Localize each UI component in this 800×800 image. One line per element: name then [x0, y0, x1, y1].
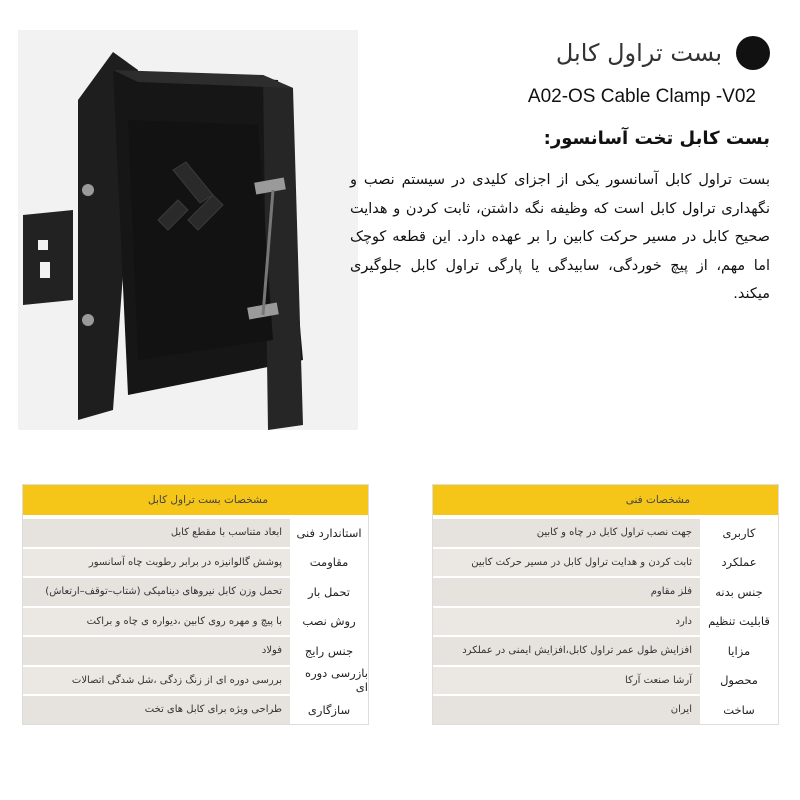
table-row [23, 637, 368, 665]
row-key: تحمل بار [290, 578, 368, 606]
table-row [433, 637, 778, 665]
table-row [23, 578, 368, 606]
row-value: ابعاد متناسب با مقطع کابل [23, 519, 290, 547]
row-key: سازگاری [290, 696, 368, 724]
table-row [433, 578, 778, 606]
table-header: مشخصات بست تراول کابل [23, 485, 368, 517]
row-value: ثابت کردن و هدایت تراول کابل در مسیر حرکت کابین [433, 549, 700, 577]
row-key: استاندارد فنی [290, 519, 368, 547]
technical-spec-table [432, 484, 779, 725]
table-row [23, 519, 368, 547]
row-key: مزایا [700, 637, 778, 665]
row-key: قابلیت تنظیم [700, 608, 778, 636]
row-value: افزایش طول عمر تراول کابل،افزایش ایمنی در عملکرد [433, 637, 700, 665]
product-title: بست تراول کابل [555, 39, 722, 67]
bullet-icon [736, 36, 770, 70]
table-row [23, 608, 368, 636]
table-row [23, 696, 368, 724]
table-row [433, 549, 778, 577]
row-key: بازرسی دوره ای [290, 667, 368, 695]
product-description: بست تراول کابل آسانسور یکی از اجزای کلیدی در سیستم نصب و نگهداری تراول کابل است که وظیفه نگه داشتن، ثابت کردن و هدایت صحیح کابل در مسیر حرکت کابین را بر عهده دارد. این قطعه کوچک اما مهم، از پیچ خوردگی، سابیدگی یا پارگی تراول کابل جلوگیری میکند. [350, 172, 770, 302]
row-value: طراحی ویژه برای کابل های تخت [23, 696, 290, 724]
section-heading: بست کابل تخت آسانسور: [543, 128, 770, 149]
table-header: مشخصات فنی [433, 485, 778, 517]
row-value: آرشا صنعت آرکا [433, 667, 700, 695]
row-key: کاربری [700, 519, 778, 547]
row-key: عملکرد [700, 549, 778, 577]
row-value: ایران [433, 696, 700, 724]
row-key: روش نصب [290, 608, 368, 636]
row-key: ساخت [700, 696, 778, 724]
product-title-row [556, 36, 770, 70]
product-image [18, 30, 358, 430]
row-value: بررسی دوره ای از زنگ زدگی ،شل شدگی اتصالات [23, 667, 290, 695]
product-model: A02-OS Cable Clamp -V02 [527, 86, 756, 107]
table-row [433, 608, 778, 636]
row-value: فلز مقاوم [433, 578, 700, 606]
cable-clamp-spec-table [22, 484, 369, 725]
row-value: پوشش گالوانیزه در برابر رطوبت چاه آسانسور [23, 549, 290, 577]
row-value: دارد [433, 608, 700, 636]
table-row [433, 519, 778, 547]
table-row [23, 549, 368, 577]
table-row [433, 696, 778, 724]
row-value: فولاد [23, 637, 290, 665]
row-key: جنس بدنه [700, 578, 778, 606]
row-key: جنس رایج [290, 637, 368, 665]
row-value: جهت نصب تراول کابل در چاه و کابین [433, 519, 700, 547]
row-value: با پیچ و مهره روی کابین ،دیواره ی چاه و براکت [23, 608, 290, 636]
table-row [23, 667, 368, 695]
row-key: مقاومت [290, 549, 368, 577]
row-value: تحمل وزن کابل نیروهای دینامیکی (شتاب–توقف–ارتعاش) [23, 578, 290, 606]
table-row [433, 667, 778, 695]
row-key: محصول [700, 667, 778, 695]
